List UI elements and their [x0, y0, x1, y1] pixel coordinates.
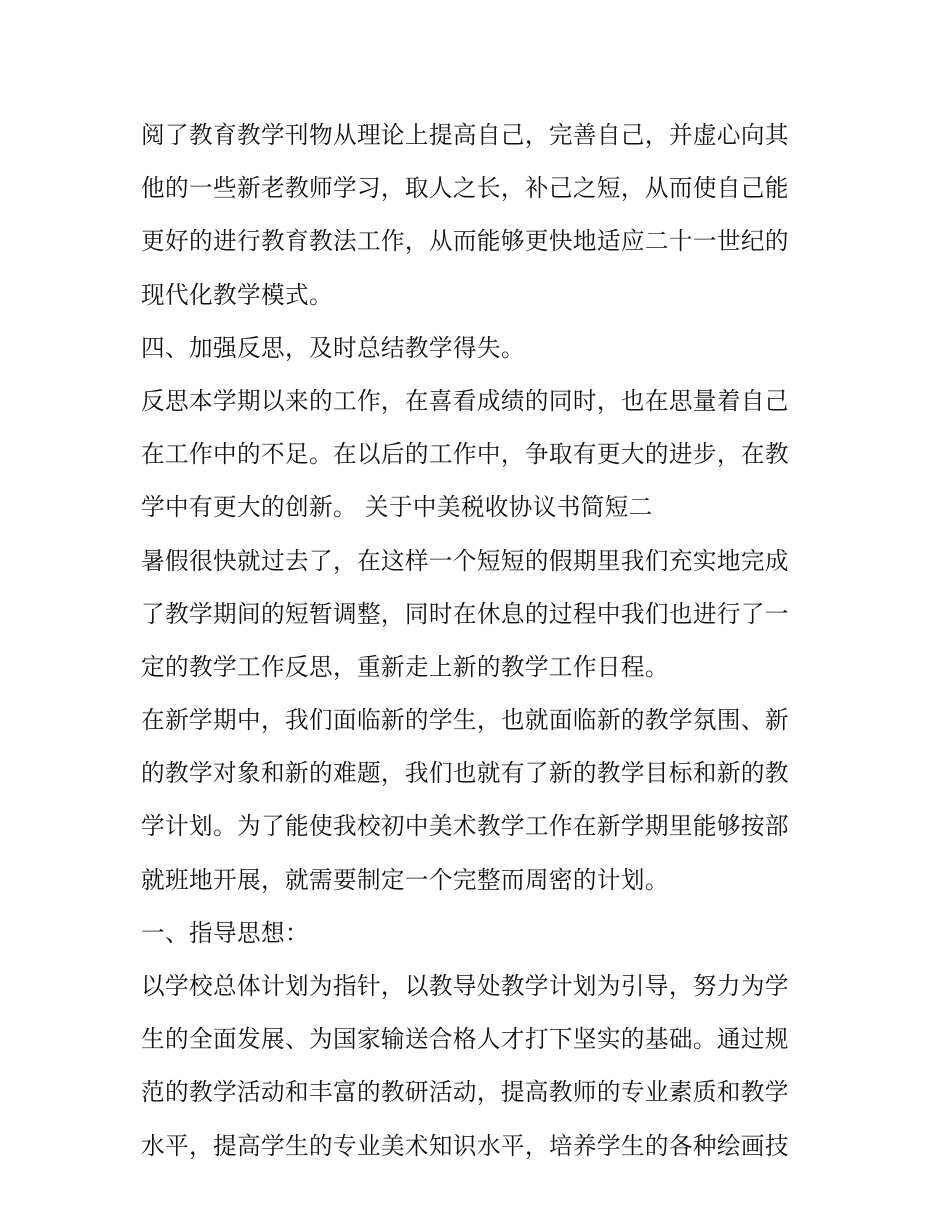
text-line: 生的全面发展、为国家输送合格人才打下坚实的基础。通过规 [141, 1025, 789, 1054]
text-line: 他的一些新老教师学习，取人之长，补己之短，从而使自己能 [141, 174, 789, 203]
text-line: 阅了教育教学刊物从理论上提高自己，完善自己，并虚心向其 [141, 121, 789, 149]
document-body [141, 109, 813, 1173]
text-line: 反思本学期以来的工作，在喜看成绩的同时，也在思量着自己 [141, 386, 789, 415]
text-line: 了教学期间的短暂调整，同时在休息的过程中我们也进行了一 [141, 599, 789, 628]
section-heading: 一、指导思想： [141, 918, 309, 947]
text-line: 更好的进行教育教法工作，从而能够更快地适应二十一世纪的 [141, 227, 789, 256]
text-line: 现代化教学模式。 [141, 280, 333, 309]
text-line: 在新学期中，我们面临新的学生，也就面临新的教学氛围、新 [141, 706, 789, 735]
text-line: 以学校总体计划为指针，以教导处教学计划为引导，努力为学 [141, 972, 789, 1000]
text-line: 学中有更大的创新。 关于中美税收协议书简短二 [141, 493, 653, 522]
text-line: 范的教学活动和丰富的教研活动，提高教师的专业素质和教学 [141, 1078, 789, 1107]
text-line: 就班地开展，就需要制定一个完整而周密的计划。 [141, 865, 669, 894]
text-line: 学计划。为了能使我校初中美术教学工作在新学期里能够按部 [141, 812, 789, 841]
text-line: 暑假很快就过去了，在这样一个短短的假期里我们充实地完成 [141, 546, 789, 575]
text-line: 水平，提高学生的专业美术知识水平，培养学生的各种绘画技 [141, 1131, 789, 1160]
section-heading: 四、加强反思，及时总结教学得失。 [141, 333, 525, 362]
text-line: 在工作中的不足。在以后的工作中，争取有更大的进步，在教 [141, 440, 789, 469]
text-line: 定的教学工作反思，重新走上新的教学工作日程。 [141, 652, 669, 681]
text-line: 的教学对象和新的难题，我们也就有了新的教学目标和新的教 [141, 759, 789, 788]
